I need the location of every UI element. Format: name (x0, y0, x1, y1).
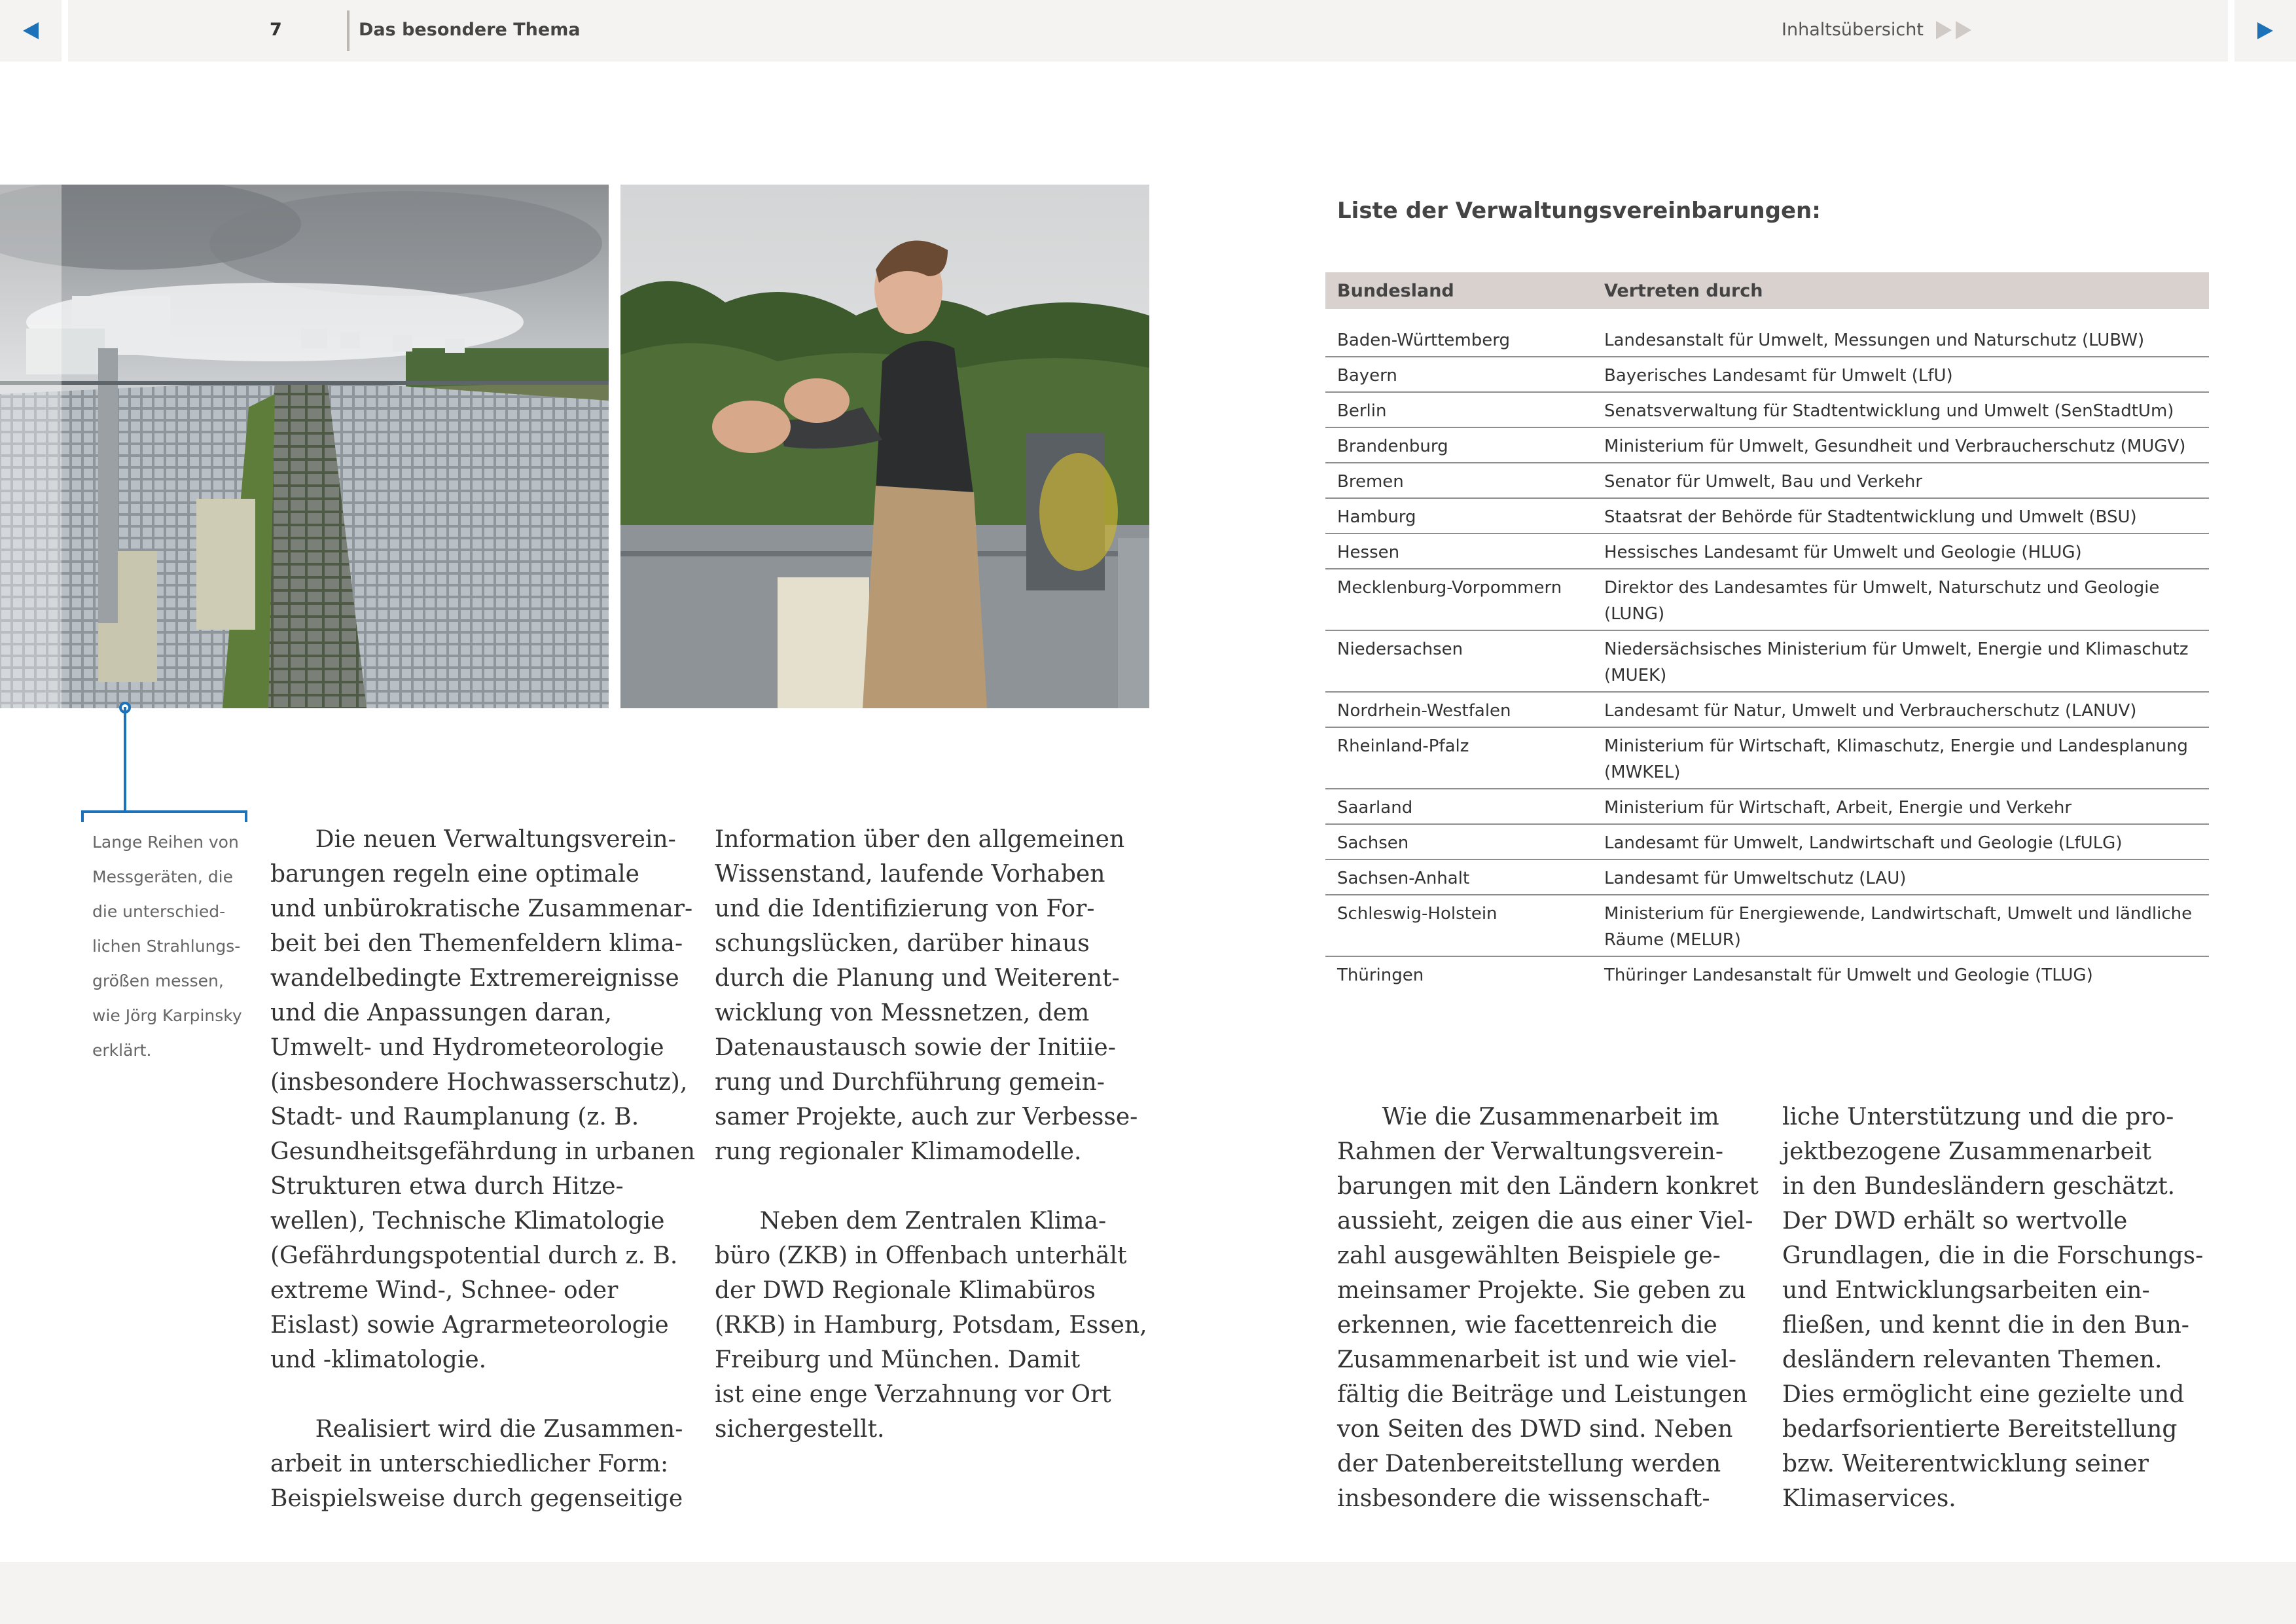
cell-represented-by: Ministerium für Energiewende, Landwirtschaft, Umwelt und ländliche Räume (MELUR) (1604, 904, 2193, 950)
column-header-state: Bundesland (1337, 280, 1454, 301)
caption-line: die unterschied- (92, 902, 226, 921)
table-header (1325, 272, 2209, 309)
cell-state: Bayern (1337, 366, 1397, 386)
cell-represented-by: Landesamt für Umweltschutz (LAU) (1604, 869, 1907, 888)
text-line: erkennen, wie facettenreich die (1337, 1312, 1717, 1339)
cell-state: Sachsen-Anhalt (1337, 869, 1470, 888)
text-line: liche Unterstützung und die pro- (1782, 1104, 2174, 1130)
cell-state: Niedersachsen (1337, 640, 1463, 659)
body-column-4 (1782, 1100, 2203, 1516)
cell-represented-by: Direktor des Landesamtes für Umwelt, Naturschutz und Geologie (LUNG) (1604, 578, 2160, 624)
text-line: sichergestellt. (715, 1416, 885, 1443)
text-line: fließen, und kennt die in den Bun- (1782, 1312, 2189, 1339)
cell-state: Hessen (1337, 543, 1400, 562)
text-line: wandelbedingte Extremereignisse (270, 965, 679, 992)
cell-state: Bremen (1337, 472, 1404, 492)
paragraph (270, 822, 695, 1377)
text-line: arbeit in unterschiedlicher Form: (270, 1451, 669, 1477)
previous-page-button[interactable] (0, 0, 62, 62)
caption-bracket (81, 810, 247, 813)
text-line: in den Bundesländern geschätzt. (1782, 1173, 2176, 1200)
photo-measurement-instruments (0, 185, 609, 708)
cell-state: Schleswig-Holstein (1337, 904, 1498, 924)
text-line: zahl ausgewählten Beispiele ge- (1337, 1242, 1721, 1269)
toc-link[interactable]: Inhaltsübersicht (1782, 20, 1924, 40)
cell-state: Thüringen (1337, 965, 1424, 985)
body-column-3 (1337, 1100, 1759, 1516)
photo-joerg-karpinsky-image (620, 185, 1149, 708)
text-line: und -klimatologie. (270, 1346, 487, 1373)
cell-state: Saarland (1337, 798, 1413, 818)
agreements-table (1325, 272, 2209, 991)
caption-line: Messgeräten, die (92, 867, 233, 886)
cell-state: Hamburg (1337, 507, 1416, 527)
body-column-2 (715, 822, 1147, 1447)
arrow-right-icon (1956, 21, 1971, 39)
text-line: Der DWD erhält so wertvolle (1782, 1208, 2128, 1235)
page-number: 7 (270, 20, 282, 40)
caption-line: wie Jörg Karpinsky (92, 1006, 242, 1025)
text-line: Gesundheitsgefährdung in urbanen (270, 1138, 696, 1165)
cell-represented-by: Ministerium für Wirtschaft, Klimaschutz, Energie und Landesplanung (MWKEL) (1604, 736, 2188, 782)
arrow-right-icon (1936, 21, 1952, 39)
table-title: Liste der Verwaltungsvereinbarungen: (1337, 198, 1821, 224)
cell-represented-by: Bayerisches Landesamt für Umwelt (LfU) (1604, 366, 1953, 386)
cell-state: Nordrhein-Westfalen (1337, 701, 1511, 721)
text-line: Realisiert wird die Zusammen- (270, 1416, 683, 1443)
text-line: fältig die Beiträge und Leistungen (1337, 1381, 1748, 1408)
cell-represented-by: Niedersächsisches Ministerium für Umwelt, Energie und Klimaschutz (MUEK) (1604, 640, 2189, 685)
table-row (1325, 693, 2209, 728)
body-column-1 (270, 822, 695, 1516)
cell-state: Baden-Württemberg (1337, 331, 1510, 350)
table-row (1325, 631, 2209, 693)
caption-connector-line (124, 707, 126, 812)
caption-line: erklärt. (92, 1041, 152, 1060)
top-navigation-bar (0, 0, 2296, 62)
text-line: (insbesondere Hochwasserschutz), (270, 1069, 688, 1096)
cell-state: Berlin (1337, 401, 1387, 421)
text-line: bedarfsorientierte Bereitstellung (1782, 1416, 2178, 1443)
text-line: rung regionaler Klimamodelle. (715, 1138, 1082, 1165)
cell-represented-by: Ministerium für Umwelt, Gesundheit und Verbraucherschutz (MUGV) (1604, 437, 2186, 456)
cell-state: Sachsen (1337, 833, 1409, 853)
cell-represented-by: Landesamt für Umwelt, Landwirtschaft und Geologie (LfULG) (1604, 833, 2123, 853)
text-line: aussieht, zeigen die aus einer Viel- (1337, 1208, 1753, 1235)
table-row (1325, 728, 2209, 789)
table-row (1325, 534, 2209, 569)
text-line: Klimaservices. (1782, 1485, 1956, 1512)
text-line: und Entwicklungsarbeiten ein- (1782, 1277, 2150, 1304)
arrow-right-icon (2257, 22, 2273, 39)
text-line: und die Anpassungen daran, (270, 1000, 612, 1026)
text-line: barungen mit den Ländern konkret (1337, 1173, 1759, 1200)
text-line: der DWD Regionale Klimabüros (715, 1277, 1096, 1304)
text-line: büro (ZKB) in Offenbach unterhält (715, 1242, 1127, 1269)
section-title: Das besondere Thema (359, 20, 581, 40)
cell-represented-by: Senatsverwaltung für Stadtentwicklung und Umwelt (SenStadtUm) (1604, 401, 2174, 421)
text-line: beit bei den Themenfeldern klima- (270, 930, 683, 957)
photo-caption (92, 825, 249, 1068)
text-line: Strukturen etwa durch Hitze- (270, 1173, 624, 1200)
table-row (1325, 825, 2209, 860)
photo-measurement-instruments-image (0, 185, 609, 708)
text-line: Zusammenarbeit ist und wie viel- (1337, 1346, 1737, 1373)
table-row (1325, 957, 2209, 991)
footer-bar (0, 1562, 2296, 1624)
caption-bracket-right (245, 810, 247, 822)
cell-represented-by: Senator für Umwelt, Bau und Verkehr (1604, 472, 1923, 492)
photo-joerg-karpinsky (620, 185, 1149, 708)
text-line: Neben dem Zentralen Klima- (715, 1208, 1107, 1235)
text-line: extreme Wind-, Schnee- oder (270, 1277, 619, 1304)
cell-state: Mecklenburg-Vorpommern (1337, 578, 1562, 598)
table-row (1325, 499, 2209, 534)
text-line: Dies ermöglicht eine gezielte und (1782, 1381, 2185, 1408)
text-line: und unbürokratische Zusammenar- (270, 895, 693, 922)
toc-arrows[interactable] (1936, 21, 1971, 39)
cell-represented-by: Landesamt für Natur, Umwelt und Verbraucherschutz (LANUV) (1604, 701, 2137, 721)
text-line: Grundlagen, die in die Forschungs- (1782, 1242, 2204, 1269)
table-row (1325, 895, 2209, 957)
caption-line: lichen Strahlungs- (92, 937, 241, 956)
text-line: ist eine enge Verzahnung vor Ort (715, 1381, 1111, 1408)
header-divider (347, 10, 350, 51)
table-row (1325, 860, 2209, 895)
column-header-represented-by: Vertreten durch (1604, 280, 1763, 301)
text-line: (RKB) in Hamburg, Potsdam, Essen, (715, 1312, 1147, 1339)
text-line: Rahmen der Verwaltungsverein- (1337, 1138, 1724, 1165)
table-row (1325, 789, 2209, 825)
caption-bracket-left (81, 810, 84, 822)
cell-represented-by: Landesanstalt für Umwelt, Messungen und Naturschutz (LUBW) (1604, 331, 2145, 350)
text-line: Die neuen Verwaltungsverein- (270, 826, 676, 853)
photo-fade-overlay (0, 185, 62, 708)
table-row (1325, 428, 2209, 463)
paragraph (715, 1204, 1147, 1447)
text-line: Beispielsweise durch gegenseitige (270, 1485, 683, 1512)
text-line: von Seiten des DWD sind. Neben (1337, 1416, 1733, 1443)
cell-represented-by: Thüringer Landesanstalt für Umwelt und Geologie (TLUG) (1604, 965, 2093, 985)
caption-line: größen messen, (92, 971, 224, 990)
text-line: und die Identifizierung von For- (715, 895, 1095, 922)
text-line: samer Projekte, auch zur Verbesse- (715, 1104, 1138, 1130)
text-line: wicklung von Messnetzen, dem (715, 1000, 1090, 1026)
text-line: meinsamer Projekte. Sie geben zu (1337, 1277, 1746, 1304)
table-body (1325, 322, 2209, 991)
text-line: Stadt- und Raumplanung (z. B. (270, 1104, 639, 1130)
text-line: (Gefährdungspotential durch z. B. (270, 1242, 678, 1269)
arrow-left-icon (23, 22, 39, 39)
cell-represented-by: Hessisches Landesamt für Umwelt und Geologie (HLUG) (1604, 543, 2082, 562)
cell-state: Rheinland-Pfalz (1337, 736, 1469, 756)
text-line: rung und Durchführung gemein- (715, 1069, 1105, 1096)
cell-represented-by: Ministerium für Wirtschaft, Arbeit, Energie und Verkehr (1604, 798, 2072, 818)
text-line: schungslücken, darüber hinaus (715, 930, 1090, 957)
table-row (1325, 393, 2209, 428)
text-line: Information über den allgemeinen (715, 826, 1125, 853)
table-row (1325, 463, 2209, 499)
table-row (1325, 569, 2209, 631)
text-line: jektbezogene Zusammenarbeit (1782, 1138, 2151, 1165)
text-line: Wissenstand, laufende Vorhaben (715, 861, 1105, 888)
cell-state: Brandenburg (1337, 437, 1448, 456)
caption-line: Lange Reihen von (92, 833, 239, 852)
next-page-button[interactable] (2234, 0, 2296, 62)
cell-represented-by: Staatsrat der Behörde für Stadtentwicklung und Umwelt (BSU) (1604, 507, 2137, 527)
text-line: desländern relevanten Themen. (1782, 1346, 2162, 1373)
text-line: durch die Planung und Weiterent- (715, 965, 1120, 992)
text-line: insbesondere die wissenschaft- (1337, 1485, 1710, 1512)
text-line: Umwelt- und Hydrometeorologie (270, 1034, 664, 1061)
text-line: Datenaustausch sowie der Initiie- (715, 1034, 1116, 1061)
text-line: wellen), Technische Klimatologie (270, 1208, 665, 1235)
table-row (1325, 322, 2209, 357)
text-line: Wie die Zusammenarbeit im (1337, 1104, 1719, 1130)
text-line: Freiburg und München. Damit (715, 1346, 1081, 1373)
text-line: der Datenbereitstellung werden (1337, 1451, 1721, 1477)
paragraph (1782, 1100, 2203, 1516)
text-line: barungen regeln eine optimale (270, 861, 639, 888)
paragraph (270, 1412, 695, 1516)
paragraph (715, 822, 1147, 1169)
text-line: bzw. Weiterentwicklung seiner (1782, 1451, 2149, 1477)
table-row (1325, 357, 2209, 393)
paragraph (1337, 1100, 1759, 1516)
text-line: Eislast) sowie Agrarmeteorologie (270, 1312, 669, 1339)
